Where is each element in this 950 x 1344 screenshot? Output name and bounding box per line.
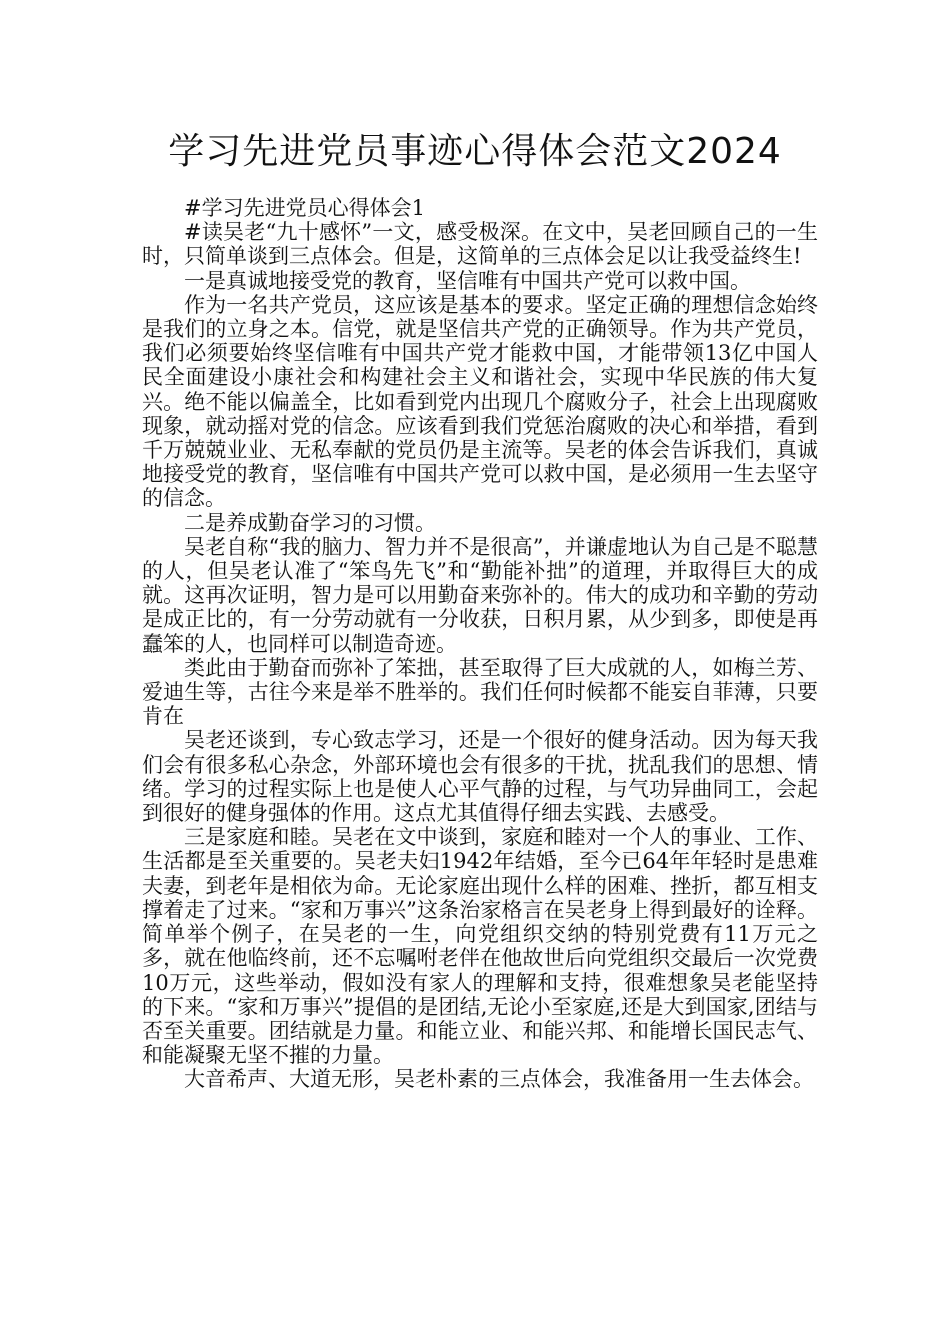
paragraph-study-health: 吴老还谈到，专心致志学习，还是一个很好的健身活动。因为每天我们会有很多私心杂念，外部环境也会有很多的干扰，扰乱我们的思想、情绪。学习的过程实际上也是使人心平气静的过程，与气功异曲同工，会起到很好的健身强体的作用。这点尤其值得仔细去实践、去感受。 [142, 728, 818, 826]
paragraph-point-two-detail: 吴老自称“我的脑力、智力并不是很高”，并谦虚地认为自己是不聪慧的人，但吴老认准了“笨鸟先飞”和“勤能补拙”的道理，并取得巨大的成就。这再次证明，智力是可以用勤奋来弥补的。伟大的成功和辛勤的劳动是成正比的，有一分劳动就有一分收获，日积月累，从少到多，即使是再蠢笨的人，也同样可以制造奇迹。 [142, 534, 818, 656]
paragraph-point-one: 一是真诚地接受党的教育，坚信唯有中国共产党可以救中国。 [184, 268, 751, 293]
paragraph-heading: #学习先进党员心得体会1 [184, 196, 425, 220]
paragraph-intro: #读吴老“九十感怀”一文，感受极深。在文中，吴老回顾自己的一生时，只简单谈到三点体会。但是，这简单的三点体会足以让我受益终生! [142, 220, 818, 269]
paragraph-conclusion: 大音希声、大道无形，吴老朴素的三点体会，我准备用一生去体会。 [184, 1067, 814, 1092]
paragraph-point-three: 三是家庭和睦。吴老在文中谈到，家庭和睦对一个人的事业、工作、生活都是至关重要的。吴老夫妇1942年结婚，至今已64年年轻时是患难夫妻，到老年是相依为命。无论家庭出现什么样的困难、挫折，都互相支撑着走了过来。“家和万事兴”这条治家格言在吴老身上得到最好的诠释。简单举个例子，在吴老的一生，向党组织交纳的特别党费有11万元之多，就在他临终前，还不忘嘱咐老伴在他故世后向党组织交最后一次党费10万元，这些举动，假如没有家人的理解和支持，很难想象吴老能坚持的下来。“家和万事兴”提倡的是团结,无论小至家庭,还是大到国家,团结与否至关重要。团结就是力量。和能立业、和能兴邦、和能增长国民志气、和能凝聚无坚不摧的力量。 [142, 825, 818, 1068]
document-body [142, 196, 818, 1092]
paragraph-point-two: 二是养成勤奋学习的习惯。 [184, 510, 436, 535]
paragraph-point-one-detail: 作为一名共产党员，这应该是基本的要求。坚定正确的理想信念始终是我们的立身之本。信党，就是坚信共产党的正确领导。作为共产党员，我们必须要始终坚信唯有中国共产党才能救中国，才能带领13亿中国人民全面建设小康社会和构建社会主义和谐社会，实现中华民族的伟大复兴。绝不能以偏盖全，比如看到党内出现几个腐败分子，社会上出现腐败现象，就动摇对党的信念。应该看到我们党惩治腐败的决心和举措，看到千万兢兢业业、无私奉献的党员仍是主流等。吴老的体会告诉我们，真诚地接受党的教育，坚信唯有中国共产党可以救中国，是必须用一生去坚守的信念。 [142, 292, 818, 511]
document-title: 学习先进党员事迹心得体会范文2024 [168, 131, 782, 172]
paragraph-examples: 类此由于勤奋而弥补了笨拙，甚至取得了巨大成就的人，如梅兰芳、爱迪生等，古往今来是举不胜举的。我们任何时候都不能妄自菲薄，只要肯在 [142, 655, 818, 729]
